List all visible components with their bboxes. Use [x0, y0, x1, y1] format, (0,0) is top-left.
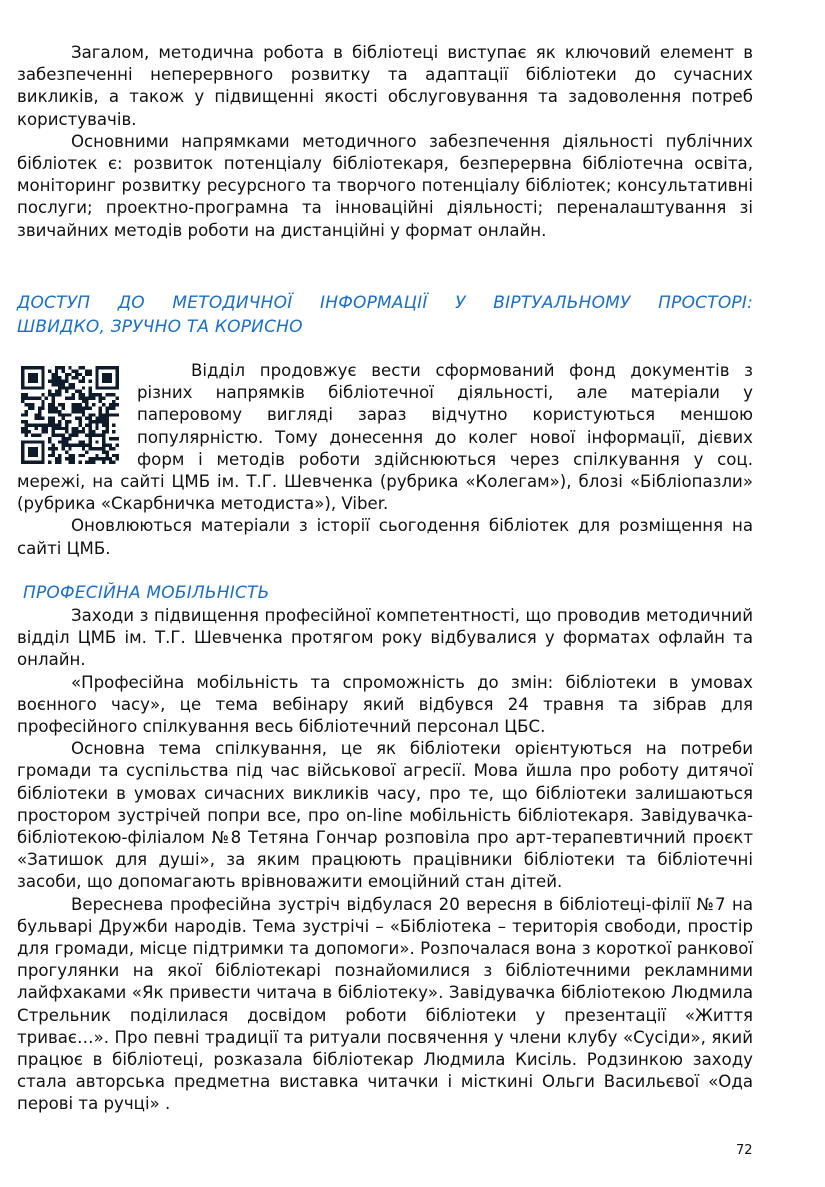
section-heading-line-2: ШВИДКО, ЗРУЧНО ТА КОРИСНО — [17, 316, 303, 337]
section-heading-mobility — [17, 582, 753, 606]
mobility-paragraph-2: «Професійна мобільність та спроможність до змін: бібліотеки в умовах воєнного часу», це тема вебінару який відбувся 24 травня та зібрав для професійного спілкування весь бібліотечний персонал ЦБС. — [17, 672, 753, 737]
intro-block — [17, 42, 753, 242]
section-heading-line-1: ДОСТУП ДО МЕТОДИЧНОЇ ІНФОРМАЦІЇ У ВІРТУАЛЬНОМУ ПРОСТОРІ: — [17, 293, 753, 313]
mobility-paragraph-3: Основна тема спілкування, це як бібліотеки орієнтуються на потреби громади та суспільства під час військової агресії. Мова йшла про роботу дитячої бібліотеки в умовах сичасних викликів часу, про те, що бібліотеки залишаються простором зустрічей попри все, про on-line мобільність бібліотекаря. Завідувачка-бібліотекою-філіалом №8 Тетяна Гончар розповіла про арт-терапевтичний проєкт «Затишок для душі», за яким працюють працівники бібліотеки та бібліотечні засоби, що допомагають врівноважити емоційний стан дітей. — [17, 739, 753, 892]
section-heading-access — [17, 292, 753, 339]
section-heading-mobility-title: ПРОФЕСІЙНА МОБІЛЬНІСТЬ — [23, 583, 270, 603]
section-mobility-body — [17, 605, 753, 1116]
intro-paragraph-1: Загалом, методична робота в бібліотеці виступає як ключовий елемент в забезпеченні неперервного розвитку та адаптації бібліотеки до сучасних викликів, а також у підвищенні якості обслуговування та задоволення потреб користувачів. — [17, 43, 753, 129]
section-access-paragraph-2: Оновлюються матеріали з історії сьогодення бібліотек для розміщення на сайті ЦМБ. — [17, 516, 753, 558]
section-access-body — [17, 360, 753, 560]
intro-paragraph-2: Основними напрямками методичного забезпечення діяльності публічних бібліотек є: розвиток потенціалу бібліотекаря, безперервна бібліотечна освіта, моніторинг розвитку ресурсного та творчого потенціалу бібліотек; консультативні послуги; проектно-програмна та інноваційні діяльності; переналаштування зі звичайних методів роботи на дистанційні у формат онлайн. — [17, 131, 753, 240]
mobility-paragraph-4: Вереснева професійна зустріч відбулася 20 вересня в бібліотеці-філії №7 на бульварі Дружби народів. Тема зустрічі – «Бібліотека – територія свободи, простір для громади, місце підтримки та допомоги». Розпочалася вона з короткої ранкової прогулянки на якої бібліотекарі познайомилися з бібліотечними рекламними лайфхаками «Як привести читача в бібліотеку». Завідувачка бібліотекою Людмила Стрельник поділилася досвідом роботи бібліотеки у презентації «Життя триває…». Про певні традиції та ритуали посвячення у члени клубу «Сусіди», який працює в бібліотеці, розказала бібліотекар Людмила Кисіль. Родзинкою заходу стала авторська предметна виставка читачки і місткині Ольги Васильєвої «Ода перові та ручці» . — [17, 894, 753, 1114]
section-access-paragraph-1: Відділ продовжує вести сформований фонд документів з різних напрямків бібліотечної діяльності, але матеріали у паперовому вигляді зараз відчутно користуються меншою популярністю. Тому донесення до колег нової інформації, дієвих форм і методів роботи здійснюються через спілкування у соц. мережі, на сайті ЦМБ ім. Т.Г. Шевченка (рубрика «Колегам»), блозі «Бібліопазли» (рубрика «Скарбничка методиста»), Viber. — [17, 361, 753, 514]
page-number: 72 — [736, 1143, 753, 1158]
mobility-paragraph-1: Заходи з підвищення професійної компетентності, що проводив методичний відділ ЦМБ ім. Т.Г. Шевченка протягом року відбувалися у форматах офлайн та онлайн. — [17, 606, 753, 670]
